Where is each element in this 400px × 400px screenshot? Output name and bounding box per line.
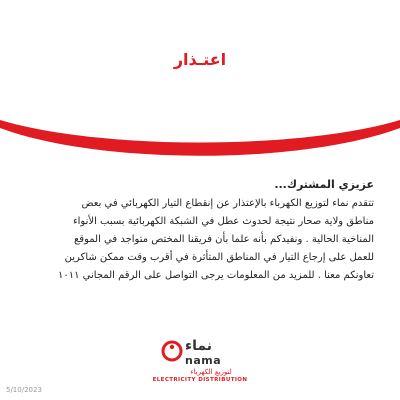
apology-message (26, 178, 374, 285)
message-line: مناطق ولاية صحار نتيجة لحدوث عطل في الشبكة الكهربائية بسبب الأنواء (72, 216, 374, 227)
date-stamp: 5/10/2023 (6, 386, 42, 394)
logo-arabic-name: نماء (185, 338, 213, 354)
logo-arabic-subtitle: لتوزيع الكهرباء (190, 368, 232, 376)
page-title: اعتـذار (173, 50, 227, 69)
message-line: تتقدم نماء لتوزيع الكهرباء بالإعتذار عن إنقطاع التيار الكهربائي في بعض (81, 198, 374, 209)
logo-english-name: nama (185, 354, 222, 367)
message-line: للعمل على إرجاع التيار في المناطق المتأثرة في أقرب وقت ممكن شاكرين (64, 252, 374, 263)
message-line: تعاونكم معنا . للمزيد من المعلومات يرجى التواصل على الرقم المجاني ١٠١١ (58, 270, 374, 281)
nama-logo-icon (161, 340, 183, 362)
message-line: المناخية الحالية . ونفيدكم بأنه علما بأن فريقنا المختص متواجد في الموقع (73, 234, 374, 245)
red-wave-header (0, 0, 400, 170)
nama-logo (145, 336, 255, 386)
greeting: عزيزي المشترك... (274, 178, 374, 191)
logo-english-subtitle: ELECTRICITY DISTRIBUTION (152, 377, 248, 383)
